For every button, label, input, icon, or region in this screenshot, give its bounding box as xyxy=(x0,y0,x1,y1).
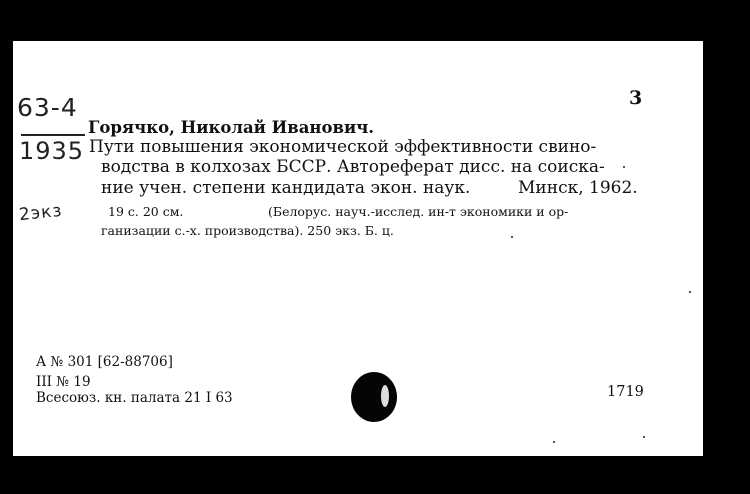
scan-speck xyxy=(623,166,625,168)
series-line-2: ганизации с.-х. производства). 250 экз. Б. ц. xyxy=(101,223,394,238)
place-year: Минск, 1962. xyxy=(518,178,638,198)
scan-speck xyxy=(689,291,691,293)
pages-size: 19 с. 20 см. xyxy=(108,204,184,219)
card-code: 1719 xyxy=(607,384,644,400)
registry-number: А № 301 [62-88706] xyxy=(36,354,173,370)
scan-speck xyxy=(511,236,513,238)
punch-hole xyxy=(351,372,397,422)
catalog-card xyxy=(13,41,703,456)
title-line-1: Пути повышения экономической эффективности свино- xyxy=(89,137,597,157)
handwritten-year: 1935 xyxy=(19,137,85,165)
scan-speck xyxy=(643,436,645,438)
registry-chamber: Всесоюз. кн. палата 21 I 63 xyxy=(36,390,233,406)
series-line-1: (Белорус. науч.-исслед. ин-т экономики и ор- xyxy=(268,204,569,219)
title-line-3: ние учен. степени кандидата экон. наук. xyxy=(101,178,471,198)
scan-speck xyxy=(553,441,555,443)
card-number: 3 xyxy=(629,87,643,109)
handwritten-underline xyxy=(21,134,85,136)
title-line-2: водства в колхозах БССР. Автореферат дисс. на соиска- xyxy=(101,157,605,177)
author-heading: Горячко, Николай Иванович. xyxy=(88,118,375,137)
handwritten-shelf-mark: 63-4 xyxy=(17,93,78,122)
registry-series: III № 19 xyxy=(36,374,91,390)
handwritten-copies: 2экз xyxy=(18,200,64,226)
